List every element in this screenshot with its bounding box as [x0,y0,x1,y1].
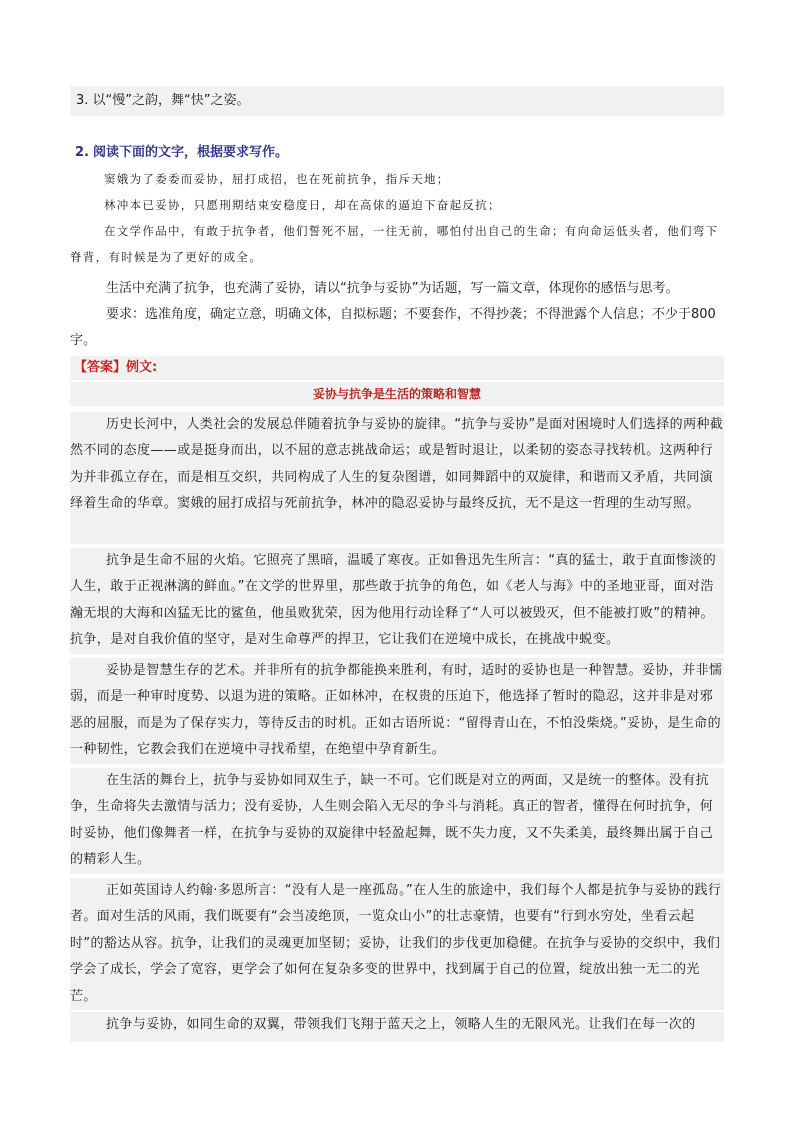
answer-label: 【答案】 [74,360,127,375]
material-quote-2: 林冲本已妥协，只愿刑期结束安稳度日，却在高俅的逼迫下奋起反抗； [104,198,501,212]
writing-requirement: 要求：选准角度，确定立意，明确文体，自拟标题；不要套作，不得抄袭；不得泄露个人信息；不少于800字。 [70,307,716,348]
answer-label-row [70,356,724,380]
essay-paragraph-3: 妥协是智慧生存的艺术。并非所有的抗争都能换来胜利，有时，适时的妥协也是一种智慧。妥协，并非懦弱，而是一种审时度势、以退为进的策略。正如林冲，在权贵的压迫下，他选择了暂时的隐忍，这并非是对邪恶的屈服，而是为了保存实力，等待反击的时机。正如古语所说：“留得青山在，不怕没柴烧。”妥协，是生命的一种韧性，它教会我们在逆境中寻找希望，在绝望中孕育新生。 [70,658,724,764]
essay-paragraph-6: 抗争与妥协，如同生命的双翼，带领我们飞翔于蓝天之上，领略人生的无限风光。让我们在每一次的 [70,1012,724,1042]
list-item-3: 3. 以“慢”之韵，舞“快”之姿。 [70,86,724,116]
question-heading [75,141,288,160]
writing-prompt: 生活中充满了抗争，也充满了妥协，请以“抗争与妥协”为话题，写一篇文章，体现你的感悟与思考。 [106,281,679,296]
essay-title: 妥协与抗争是生活的策略和智慧 [70,382,724,406]
essay-paragraph-2: 抗争是生命不屈的火焰。它照亮了黑暗，温暖了寒夜。正如鲁迅先生所言：“真的猛士，敢于直面惨淡的人生，敢于正视淋漓的鲜血。”在文学的世界里，那些敢于抗争的角色，如《老人与海》中的圣地亚哥，面对浩瀚无垠的大海和凶猛无比的鲨鱼，他虽败犹荣，因为他用行动诠释了“人可以被毁灭，但不能被打败”的精神。抗争，是对自我价值的坚守，是对生命尊严的捍卫，它让我们在逆境中成长，在挑战中蜕变。 [70,548,724,654]
essay-paragraph-5: 正如英国诗人约翰·多恩所言：“没有人是一座孤岛。”在人生的旅途中，我们每个人都是抗争与妥协的践行者。面对生活的风雨，我们既要有“会当凌绝顶，一览众山小”的壮志豪情，也要有“行到水穷处，坐看云起时”的豁达从容。抗争，让我们的灵魂更加坚韧；妥协，让我们的步伐更加稳健。在抗争与妥协的交织中，我们学会了成长，学会了宽容，更学会了如何在复杂多变的世界中，找到属于自己的位置，绽放出独一无二的光芒。 [70,878,724,1010]
question-number: 2. [75,145,89,160]
material-quote-1: 窦娥为了委委而妥协，屈打成招，也在死前抗争，指斥天地； [104,172,450,186]
essay-paragraph-1: 历史长河中，人类社会的发展总伴随着抗争与妥协的旋律。“抗争与妥协”是面对困境时人们选择的两种截然不同的态度——或是挺身而出，以不屈的意志挑战命运；或是暂时退让，以柔韧的姿态寻找转机。这两种行为并非孤立存在，而是相互交织，共同构成了人生的复杂图谱，如同舞蹈中的双旋律，和谐而又矛盾，共同演绎着生命的华章。窦娥的屈打成招与死前抗争，林冲的隐忍妥协与最终反抗，无不是这一哲理的生动写照。 [70,412,724,544]
sample-essay-label: 例文: [126,360,158,375]
material-quote-3: 在文学作品中，有敢于抗争者，他们誓死不屈，一往无前，哪怕付出自己的生命；有向命运低头者，他们弯下脊背，有时候是为了更好的成全。 [70,224,719,264]
question-heading-text: 阅读下面的文字，根据要求写作。 [92,145,288,160]
essay-paragraph-4: 在生活的舞台上，抗争与妥协如同双生子，缺一不可。它们既是对立的两面，又是统一的整体。没有抗争，生命将失去激情与活力；没有妥协，人生则会陷入无尽的争斗与消耗。真正的智者，懂得在何时抗争，何时妥协，他们像舞者一样，在抗争与妥协的双旋律中轻盈起舞，既不失力度，又不失柔美，最终舞出属于自己的精彩人生。 [70,768,724,874]
